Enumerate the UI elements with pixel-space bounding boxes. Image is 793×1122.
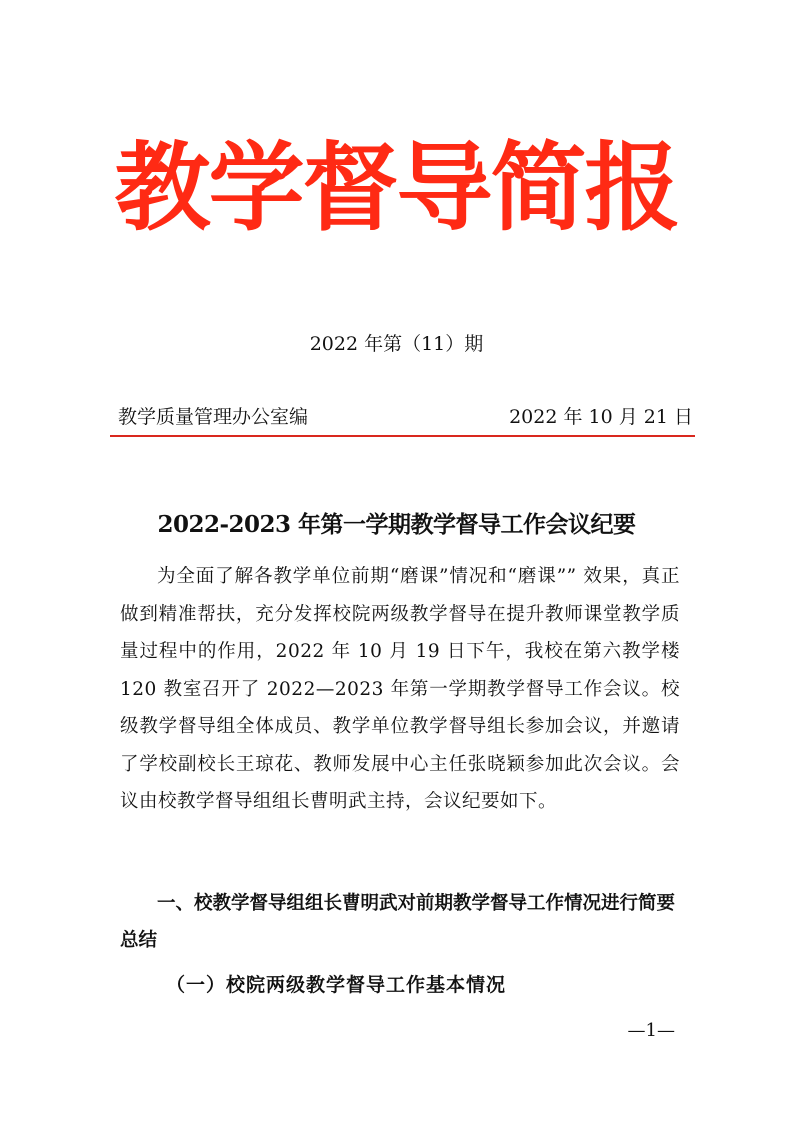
editor-name: 教学质量管理办公室编 bbox=[118, 406, 309, 428]
article-title: 2022-2023 年第一学期教学督导工作会议纪要 bbox=[157, 511, 636, 538]
red-divider bbox=[110, 435, 695, 437]
publish-date: 2022 年 10 月 21 日 bbox=[509, 406, 693, 428]
subsection-heading: （一）校院两级教学督导工作基本情况 bbox=[166, 974, 507, 996]
page-number: —1— bbox=[627, 1020, 675, 1041]
section-heading: 一、校教学督导组组长曹明武对前期教学督导工作情况进行简要总结 bbox=[120, 893, 676, 951]
editor-row bbox=[118, 402, 693, 432]
intro-paragraph: 为全面了解各教学单位前期“磨课”情况和“磨课”” 效果，真正做到精准帮扶，充分发挥校院两级教学督导在提升教师课堂教学质量过程中的作用，2022 年 10 月 19 日下午，我校在第六教学楼 120 教室召开了 2022—2023 年第一学期教学督导工作会议。校级教学督导组全体成员、教学单位教学督导组长参加会议，并邀请了学校副校长王琼花、教师发展中心主任张晓颖参加此次会议。会议由校教学督导组组长曹明武主持，会议纪要如下。 bbox=[120, 566, 680, 812]
masthead-title: 教学督导简报 bbox=[114, 132, 679, 244]
issue-number: 2022 年第（11）期 bbox=[309, 333, 484, 355]
